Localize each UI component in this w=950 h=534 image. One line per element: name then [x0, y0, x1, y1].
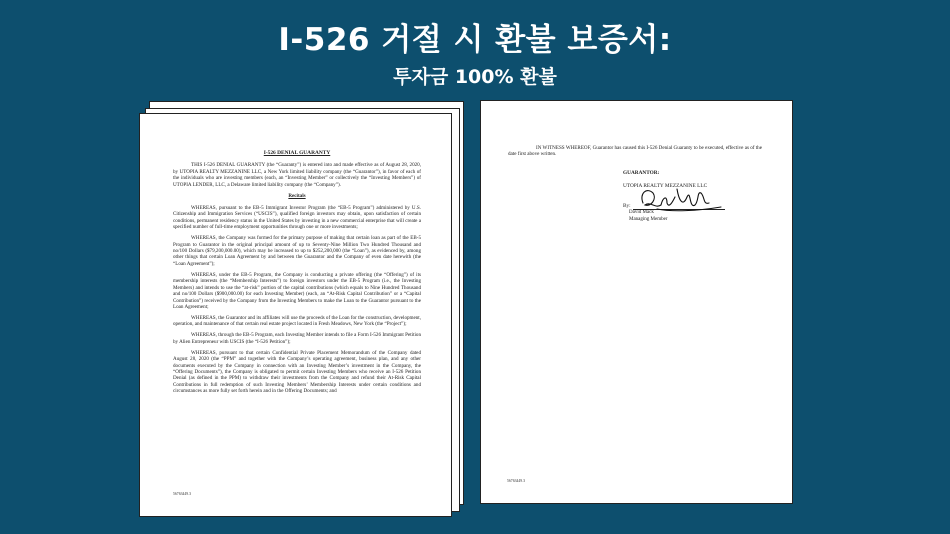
- signer-name: David Mack: [629, 210, 654, 215]
- recital-paragraph: WHEREAS, pursuant to that certain Confidential Private Placement Memorandum of the Company dated August 28, 2020 (the “PPM” and together with the Company’s operating agreement, business plan, and any other documents executed by the Company in connection with an Investing Member’s investment in the Company, the “Offering Documents”), the Company is obligated to permit certain Investing Members who receive an I-526 Petition Denial (as defined in the PPM) to withdraw their investments from the Company and refund their At-Risk Capital Contributions in full redemption of such Investing Members’ Membership Interests under certain conditions and circumstances as more fully set forth herein and in the Offering Documents; and: [173, 349, 421, 395]
- recital-paragraph: WHEREAS, through the EB-5 Program, each Investing Member intends to file a Form I-526 Immigrant Petition by Alien Entrepreneur with USCIS (the “I-526 Petition”);: [173, 332, 421, 345]
- recitals-heading: Recitals: [288, 192, 306, 199]
- recital-paragraph: WHEREAS, the Company was formed for the primary purpose of making that certain loan as part of the EB-5 Program to Guarantor in the original principal amount of up to Seventy-Nine Million Two Hundred Thousand and no/100 Dollars ($79,200,000.00), which may be increased to up to $252,200,000 (the “Loan”), as evidenced by, among other things that certain Loan Agreement by and between the Guarantor and the Company of even date herewith (the “Loan Agreement”);: [173, 235, 421, 267]
- recital-paragraph: WHEREAS, under the EB-5 Program, the Company is conducting a private offering (the “Offering”) of its membership interests (the “Membership Interests”) to foreign investors under the EB-5 Program (i.e., the Investing Members) and intends to use the “at-risk” portion of the capital contributions (which equals to Nine Hundred Thousand and no/100 Dollars ($900,000.00) for each Investing Member) (each, an “At-Risk Capital Contribution” or a “Capital Contribution”) received by the Company from the Investing Members to make the Loan to the Guarantor pursuant to the Loan Agreement;: [173, 271, 421, 310]
- document-page-1: [139, 113, 452, 517]
- handwritten-signature: [617, 179, 727, 215]
- intro-paragraph: THIS I-526 DENIAL GUARANTY (the “Guaranty”) is entered into and made effective as of August 28, 2020, by UTOPIA REALTY MEZZANINE LLC, a New York limited liability company (the “Guarantor”), in favor of each of the individuals who are investing members (each, an “Investing Member” or collectively the “Investing Members”) of UTOPIA LENDER, LLC, a Delaware limited liability company (the “Company”).: [173, 162, 421, 188]
- document-heading: I-526 DENIAL GUARANTY: [263, 150, 331, 156]
- recital-paragraph: WHEREAS, pursuant to the EB-5 Immigrant Investor Program (the “EB-5 Program”) administered by U.S. Citizenship and Immigration Services (“USCIS”), qualified foreign investors may obtain, upon satisfaction of certain conditions, permanent residency status in the United States by investing in a new commercial enterprise that will create a specified number of full-time employment opportunities through one or more investments;: [173, 205, 421, 231]
- document-page-2: [480, 100, 793, 504]
- document-body: [173, 150, 421, 399]
- signer-title: Managing Member: [629, 217, 668, 222]
- document-footer-code: 56763449.3: [507, 479, 526, 483]
- page-subtitle: 투자금 100% 환불: [393, 66, 557, 88]
- recital-paragraph: WHEREAS, the Guarantor and its affiliates will use the proceeds of the Loan for the construction, development, operation, and maintenance of that certain real estate project located in Fresh Meadows, New York (the “Project”);: [173, 314, 421, 328]
- guarantor-company: UTOPIA REALTY MEZZANINE LLC: [623, 183, 708, 189]
- by-label: By:: [623, 203, 631, 209]
- guarantor-label: GUARANTOR:: [623, 170, 660, 176]
- document-footer-code: 56763449.3: [173, 492, 192, 496]
- witness-paragraph: IN WITNESS WHEREOF, Guarantor has caused this I-526 Denial Guaranty to be executed, effective as of the date first above written.: [508, 145, 762, 158]
- page-title: I-526 거절 시 환불 보증서:: [278, 22, 672, 58]
